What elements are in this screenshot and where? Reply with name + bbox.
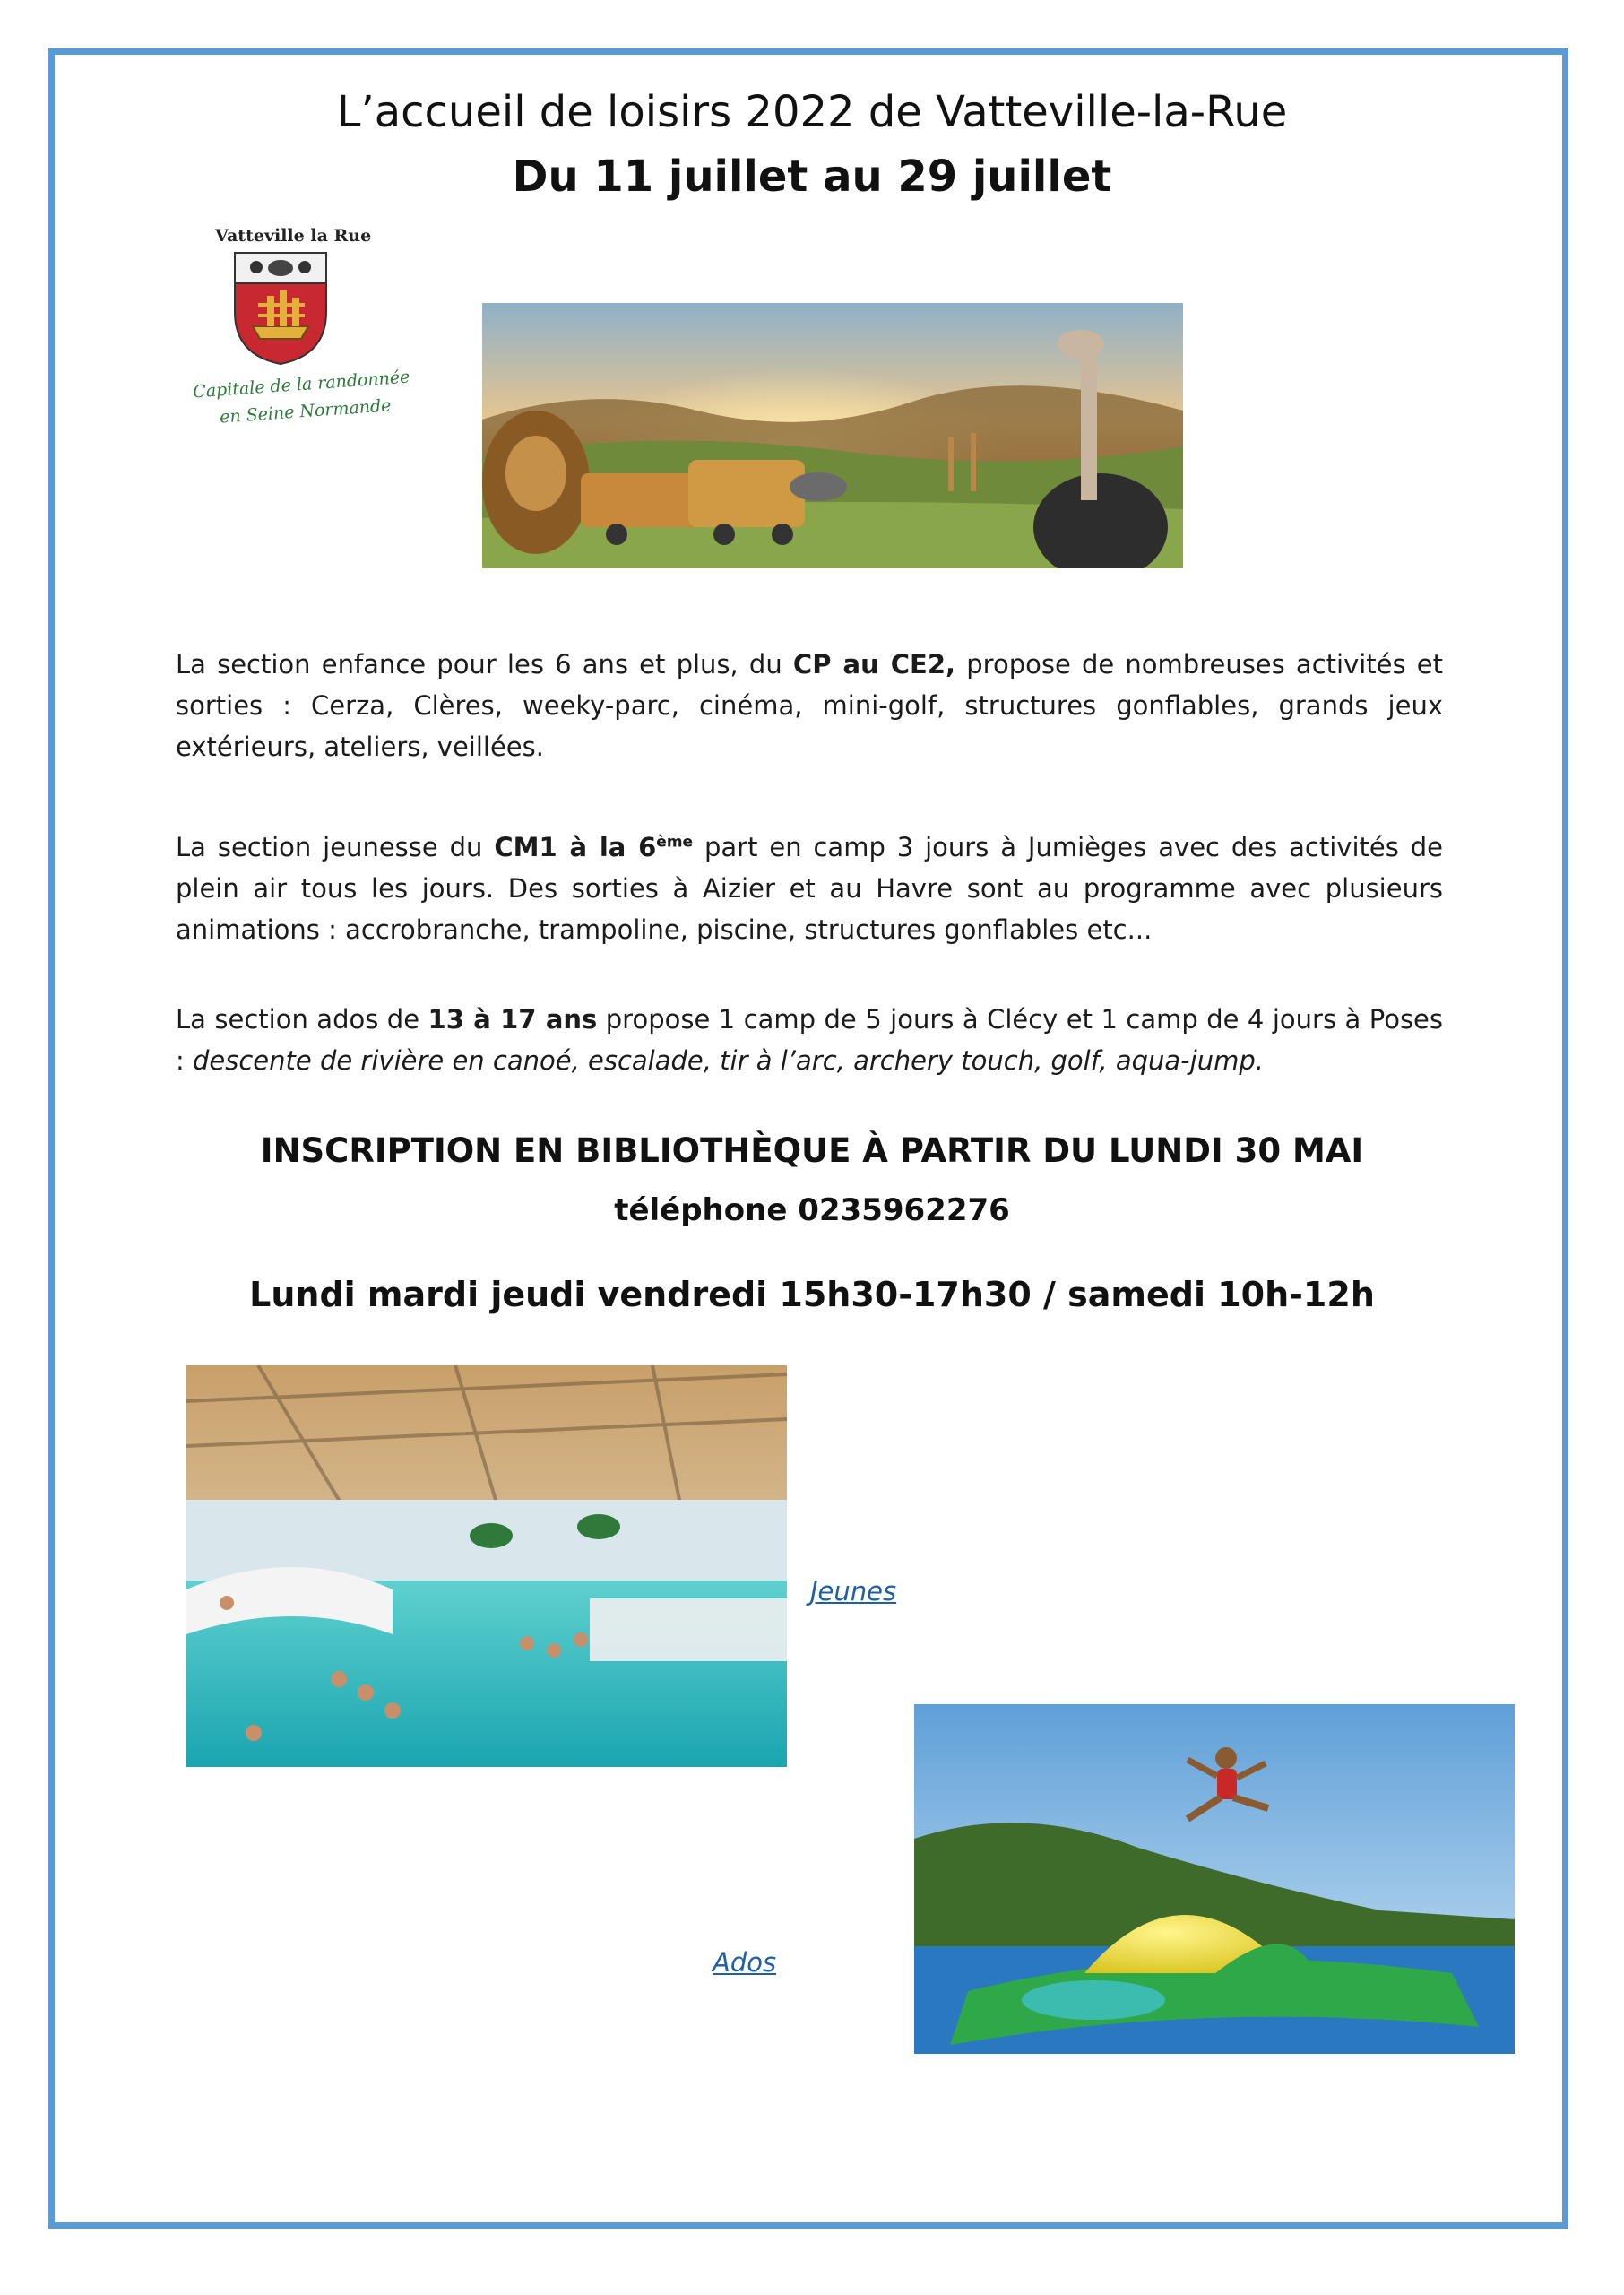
aqua-jump-image bbox=[914, 1704, 1515, 2054]
swimming-pool-image bbox=[186, 1365, 787, 1767]
p1-bold-1: CP au CE2, bbox=[792, 649, 956, 680]
registration-hours: Lundi mardi jeudi vendredi 15h30-17h30 / samedi 10h-12h bbox=[249, 1275, 1375, 1314]
p3-text-1: La section ados de bbox=[176, 1004, 428, 1035]
crest-motto-line2: en Seine Normande bbox=[219, 395, 393, 428]
page-title-line2: Du 11 juillet au 29 juillet bbox=[512, 152, 1112, 202]
p2-text-2: part en camp 3 jours à Jumièges avec des activités de plein air tous les jours. Des sorties à Aizier et au Havre sont au programme avec plusieurs animations : accrobranche, trampoline, piscine, structures gonflables etc... bbox=[176, 832, 1443, 945]
p2-superscript: ème bbox=[656, 833, 694, 852]
paragraph-jeunesse bbox=[176, 827, 1443, 950]
coat-of-arms-icon bbox=[231, 249, 330, 368]
paragraph-enfance bbox=[176, 644, 1443, 767]
page-title-line1: L’accueil de loisirs 2022 de Vatteville-la-Rue bbox=[336, 87, 1288, 137]
caption-ados-link[interactable]: Ados bbox=[713, 1947, 777, 1978]
p1-text-2: propose de nombreuses activités et sorties : Cerza, Clères, weeky-parc, cinéma, mini-golf, structures gonflables, grands jeux extérieurs, ateliers, veillées. bbox=[176, 649, 1444, 762]
p2-text-1: La section jeunesse du bbox=[176, 832, 495, 862]
p2-bold-1: CM1 à la 6 bbox=[494, 832, 657, 862]
p3-text-2: propose 1 camp de 5 jours à Clécy et 1 camp de 4 jours à Poses : bbox=[176, 1004, 1444, 1076]
registration-phone: téléphone 0235962276 bbox=[614, 1192, 1010, 1228]
registration-headline: INSCRIPTION EN BIBLIOTHÈQUE À PARTIR DU LUNDI 30 MAI bbox=[260, 1131, 1364, 1170]
caption-jeunes-link[interactable]: Jeunes bbox=[810, 1576, 897, 1606]
p3-bold-1: 13 à 17 ans bbox=[428, 1004, 598, 1035]
paragraph-ados bbox=[176, 999, 1443, 1081]
p3-italic-1: descente de rivière en canoé, escalade, tir à l’arc, archery touch, golf, aqua-jump. bbox=[193, 1045, 1264, 1076]
safari-park-image bbox=[482, 303, 1183, 568]
crest-town-name: Vatteville la Rue bbox=[215, 226, 372, 246]
p1-text-1: La section enfance pour les 6 ans et plus, du bbox=[176, 649, 793, 680]
crest-motto-line1: Capitale de la randonnée bbox=[192, 367, 411, 403]
